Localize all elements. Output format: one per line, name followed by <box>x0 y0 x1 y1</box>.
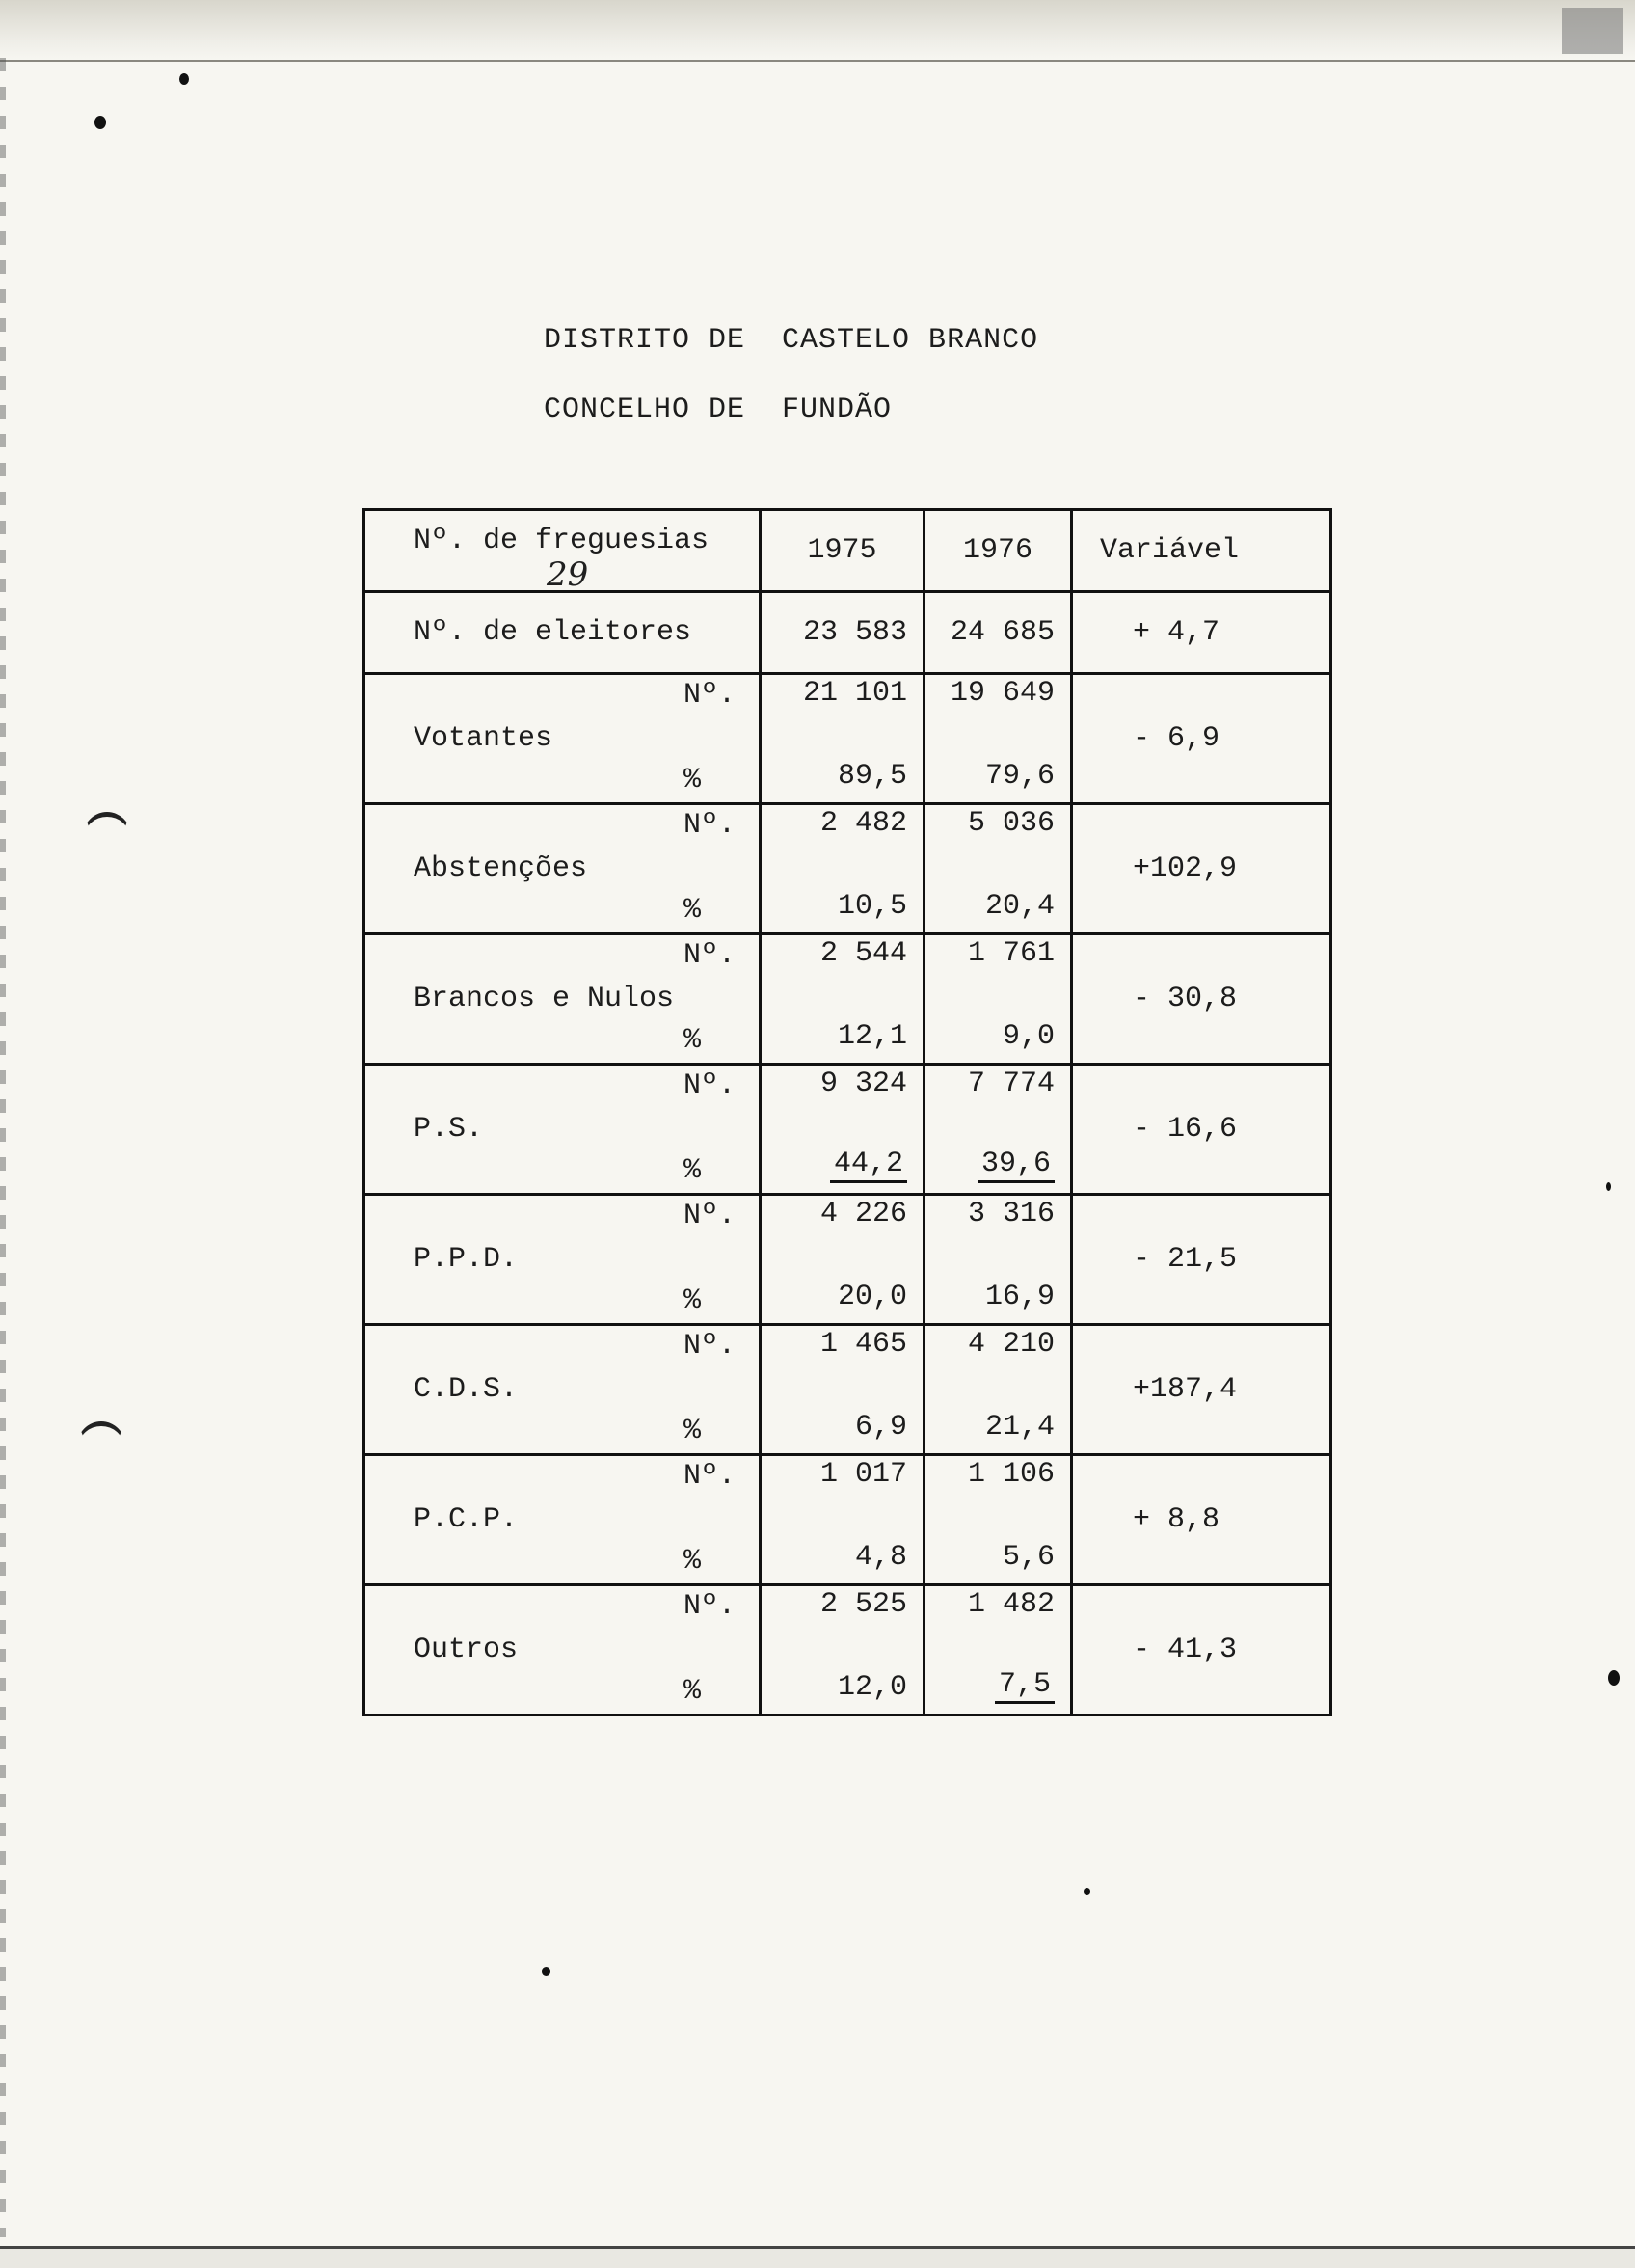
variation-value: +102,9 <box>1072 804 1331 934</box>
election-results-table <box>362 508 1332 1716</box>
table-row <box>364 1195 1331 1325</box>
percent-1975: 89,5 <box>837 760 907 793</box>
results-body <box>364 674 1331 1715</box>
percent-1976: 5,6 <box>1002 1541 1055 1574</box>
count-1976: 19 649 <box>950 677 1055 710</box>
row-label-cell <box>364 1455 761 1585</box>
unit-number-label: Nº. <box>683 1200 737 1232</box>
unit-percent-label: % <box>683 1545 702 1578</box>
count-1976: 7 774 <box>967 1067 1055 1100</box>
electors-1975: 23 583 <box>761 592 925 674</box>
value-1976-cell <box>925 1455 1072 1585</box>
value-1976-cell <box>925 674 1072 804</box>
value-1976-cell <box>925 934 1072 1065</box>
percent-1976: 79,6 <box>984 760 1055 793</box>
value-1975-cell <box>761 1195 925 1325</box>
row-label: P.C.P. <box>414 1503 519 1536</box>
count-1975: 4 226 <box>819 1198 907 1230</box>
value-1975-cell <box>761 934 925 1065</box>
percent-1975: 12,0 <box>837 1671 907 1704</box>
scan-arc-mark <box>83 812 131 861</box>
scan-speck <box>1084 1888 1090 1895</box>
district-heading: DISTRITO DE CASTELO BRANCO <box>544 324 1039 357</box>
value-1976-cell <box>925 1325 1072 1455</box>
handwritten-parish-count: 29 <box>547 555 589 594</box>
table-row <box>364 804 1331 934</box>
row-label-cell <box>364 1585 761 1715</box>
electors-label: Nº. de eleitores <box>414 616 692 649</box>
row-label: Brancos e Nulos <box>414 983 675 1015</box>
row-label-cell <box>364 674 761 804</box>
value-1976-cell <box>925 1065 1072 1195</box>
variation-value: - 30,8 <box>1072 934 1331 1065</box>
variation-value: +187,4 <box>1072 1325 1331 1455</box>
count-1976: 1 761 <box>967 937 1055 970</box>
unit-number-label: Nº. <box>683 1069 737 1102</box>
parishes-header-cell <box>364 510 761 592</box>
count-1975: 1 017 <box>819 1458 907 1491</box>
table-row <box>364 1455 1331 1585</box>
percent-1976: 20,4 <box>984 890 1055 923</box>
scan-arc-mark <box>77 1421 125 1471</box>
percent-1976: 7,5 <box>995 1668 1055 1704</box>
count-1976: 1 482 <box>967 1588 1055 1621</box>
percent-1975: 4,8 <box>854 1541 907 1574</box>
row-label-cell <box>364 1065 761 1195</box>
count-1976: 1 106 <box>967 1458 1055 1491</box>
percent-1976: 21,4 <box>984 1411 1055 1444</box>
scan-speck <box>1608 1670 1620 1686</box>
variation-value: - 21,5 <box>1072 1195 1331 1325</box>
unit-percent-label: % <box>683 1415 702 1447</box>
percent-1975: 10,5 <box>837 890 907 923</box>
row-label: Outros <box>414 1634 519 1666</box>
year-1976-header: 1976 <box>925 510 1072 592</box>
variation-value: - 41,3 <box>1072 1585 1331 1715</box>
unit-number-label: Nº. <box>683 679 737 712</box>
value-1975-cell <box>761 1455 925 1585</box>
percent-1976: 9,0 <box>1002 1020 1055 1053</box>
scan-speck <box>1606 1182 1611 1191</box>
unit-percent-label: % <box>683 1024 702 1057</box>
table-row <box>364 674 1331 804</box>
row-label-cell <box>364 934 761 1065</box>
count-1976: 5 036 <box>967 807 1055 840</box>
count-1975: 2 525 <box>819 1588 907 1621</box>
value-1976-cell <box>925 804 1072 934</box>
value-1975-cell <box>761 804 925 934</box>
table-row <box>364 934 1331 1065</box>
variation-value: - 16,6 <box>1072 1065 1331 1195</box>
percent-1975: 12,1 <box>837 1020 907 1053</box>
value-1976-cell <box>925 1195 1072 1325</box>
unit-number-label: Nº. <box>683 1590 737 1623</box>
scan-bottom-edge <box>0 2246 1635 2268</box>
percent-1975: 6,9 <box>854 1411 907 1444</box>
row-label: C.D.S. <box>414 1373 519 1406</box>
row-label-cell <box>364 804 761 934</box>
percent-1975: 44,2 <box>830 1148 907 1183</box>
value-1975-cell <box>761 1585 925 1715</box>
electors-row <box>364 592 1331 674</box>
count-1976: 4 210 <box>967 1328 1055 1361</box>
value-1975-cell <box>761 1065 925 1195</box>
unit-number-label: Nº. <box>683 809 737 842</box>
value-1975-cell <box>761 674 925 804</box>
header-row <box>364 510 1331 592</box>
year-1975-header: 1975 <box>761 510 925 592</box>
count-1975: 2 544 <box>819 937 907 970</box>
row-label: P.P.D. <box>414 1243 519 1276</box>
scan-left-edge <box>0 58 6 2237</box>
electors-label-cell <box>364 592 761 674</box>
unit-number-label: Nº. <box>683 1460 737 1493</box>
table-row <box>364 1065 1331 1195</box>
variation-value: - 6,9 <box>1072 674 1331 804</box>
unit-number-label: Nº. <box>683 1330 737 1363</box>
row-label: Abstenções <box>414 852 588 885</box>
count-1975: 9 324 <box>819 1067 907 1100</box>
count-1975: 1 465 <box>819 1328 907 1361</box>
scan-speck <box>542 1967 550 1976</box>
unit-number-label: Nº. <box>683 939 737 972</box>
parishes-label: Nº. de freguesias <box>414 525 710 557</box>
council-heading: CONCELHO DE FUNDÃO <box>544 393 893 426</box>
row-label: Votantes <box>414 722 553 755</box>
count-1976: 3 316 <box>967 1198 1055 1230</box>
row-label-cell <box>364 1195 761 1325</box>
scan-speck <box>94 116 106 129</box>
value-1975-cell <box>761 1325 925 1455</box>
unit-percent-label: % <box>683 894 702 927</box>
electors-1976: 24 685 <box>925 592 1072 674</box>
count-1975: 21 101 <box>802 677 907 710</box>
scan-corner-mark <box>1562 8 1623 54</box>
table-row <box>364 1325 1331 1455</box>
row-label: P.S. <box>414 1113 484 1146</box>
count-1975: 2 482 <box>819 807 907 840</box>
value-1976-cell <box>925 1585 1072 1715</box>
variation-header: Variável <box>1072 510 1331 592</box>
unit-percent-label: % <box>683 764 702 796</box>
electors-variation: + 4,7 <box>1072 592 1331 674</box>
unit-percent-label: % <box>683 1284 702 1317</box>
percent-1976: 39,6 <box>978 1148 1055 1183</box>
percent-1976: 16,9 <box>984 1281 1055 1313</box>
unit-percent-label: % <box>683 1675 702 1708</box>
scan-top-edge <box>0 0 1635 62</box>
row-label-cell <box>364 1325 761 1455</box>
unit-percent-label: % <box>683 1154 702 1187</box>
variation-value: + 8,8 <box>1072 1455 1331 1585</box>
table-row <box>364 1585 1331 1715</box>
percent-1975: 20,0 <box>837 1281 907 1313</box>
scan-speck <box>179 73 189 85</box>
